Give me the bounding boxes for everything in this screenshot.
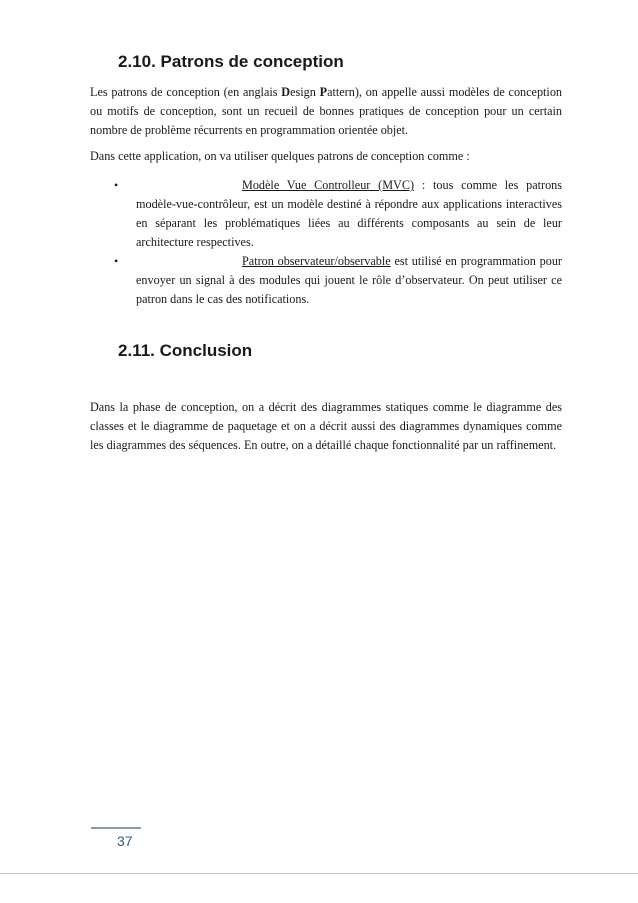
page-number: 37 <box>117 833 133 849</box>
intro-bold-p: P <box>319 85 328 99</box>
bullet-term-observer: Patron observateur/observable <box>242 254 391 268</box>
footer-divider <box>0 873 638 874</box>
conclusion-paragraph: Dans la phase de conception, on a décrit des diagrammes statiques comme le diagramme des classes et le diagramme de paquetage et on a décrit aussi des diagrammes dynamiques comme les diagrammes des séquences. En outre, on a détaillé chaque fonctionnalité par un raffinement. <box>90 400 562 452</box>
bullet-text-observer: est utilisé en programmation pour envoyer un signal à des modules qui jouent le rôle d’observateur. On peut utiliser ce patron dans le cas des notifications. <box>136 254 562 306</box>
bullet-item-mvc <box>136 176 562 252</box>
intro-bold-d: D <box>281 85 291 99</box>
section-heading-conclusion: 2.11. Conclusion <box>118 341 253 360</box>
intro-text-start: Les patrons de conception (en anglais <box>90 85 282 99</box>
bullet-marker: • <box>114 178 119 192</box>
intro-paragraph <box>90 83 562 140</box>
bullet-term-mvc: Modèle Vue Controlleur (MVC) <box>242 178 415 192</box>
intro-text-esign: esign <box>290 85 320 99</box>
usage-paragraph: Dans cette application, on va utiliser quelques patrons de conception comme : <box>90 149 470 163</box>
bullet-text-mvc: : tous comme les patrons modèle-vue-contrôleur, est un modèle destiné à répondre aux applications interactives en séparant les problématiques liées au différents composants au sein de leur architecture respectives. <box>136 178 563 249</box>
intro-text-rest: attern), on appelle aussi modèles de conception ou motifs de conception, sont un recueil de bonnes pratiques de conception pour un certain nombre de problème récurrents en programmation orientée objet. <box>90 85 563 137</box>
page-number-rule <box>91 827 141 829</box>
bullet-marker: • <box>114 254 119 268</box>
bullet-item-observer <box>136 252 562 309</box>
section-heading-patrons: 2.10. Patrons de conception <box>118 52 344 71</box>
